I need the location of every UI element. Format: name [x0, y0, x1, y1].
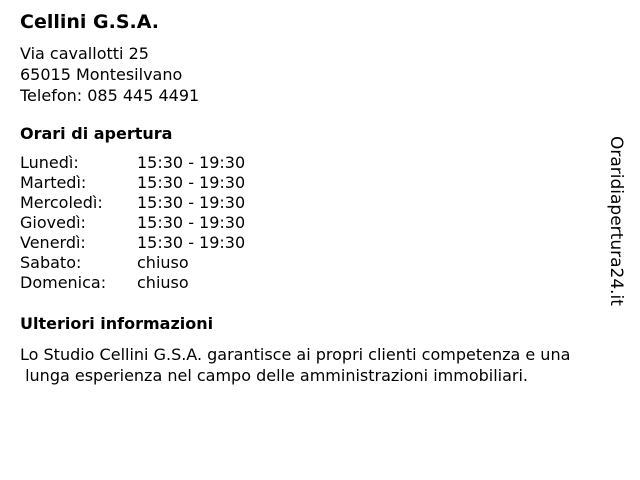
day-label: Sabato:	[20, 253, 82, 272]
site-watermark: Oraridiapertura24.it	[606, 136, 626, 306]
phone-number: Telefon: 085 445 4491	[20, 86, 200, 105]
hours-value: 15:30 - 19:30	[137, 213, 246, 232]
hours-value: 15:30 - 19:30	[137, 173, 246, 192]
business-description: Lo Studio Cellini G.S.A. garantisce ai propri clienti competenza e una lunga esperienza nel campo delle amministrazioni immobiliari.	[20, 345, 571, 385]
street-address: Via cavallotti 25	[20, 44, 149, 63]
hours-value: chiuso	[137, 253, 189, 272]
day-label: Mercoledì:	[20, 193, 103, 212]
day-label: Venerdì:	[20, 233, 86, 252]
hours-row-sunday	[20, 273, 245, 293]
hours-value: 15:30 - 19:30	[137, 193, 246, 212]
day-label: Lunedì:	[20, 153, 79, 172]
hours-row-monday	[20, 153, 245, 173]
hours-row-friday	[20, 233, 245, 253]
opening-hours-heading: Orari di apertura	[20, 124, 173, 143]
day-label: Domenica:	[20, 273, 107, 292]
postal-city: 65015 Montesilvano	[20, 65, 183, 84]
hours-row-saturday	[20, 253, 245, 273]
hours-row-thursday	[20, 213, 245, 233]
day-label: Giovedì:	[20, 213, 86, 232]
opening-hours-table	[20, 153, 245, 293]
day-label: Martedì:	[20, 173, 87, 192]
hours-value: 15:30 - 19:30	[137, 153, 246, 172]
hours-value: chiuso	[137, 273, 189, 292]
hours-row-wednesday	[20, 193, 245, 213]
hours-row-tuesday	[20, 173, 245, 193]
business-name: Cellini G.S.A.	[20, 11, 160, 33]
more-info-heading: Ulteriori informazioni	[20, 314, 214, 333]
address-block	[20, 43, 199, 106]
hours-value: 15:30 - 19:30	[137, 233, 246, 252]
